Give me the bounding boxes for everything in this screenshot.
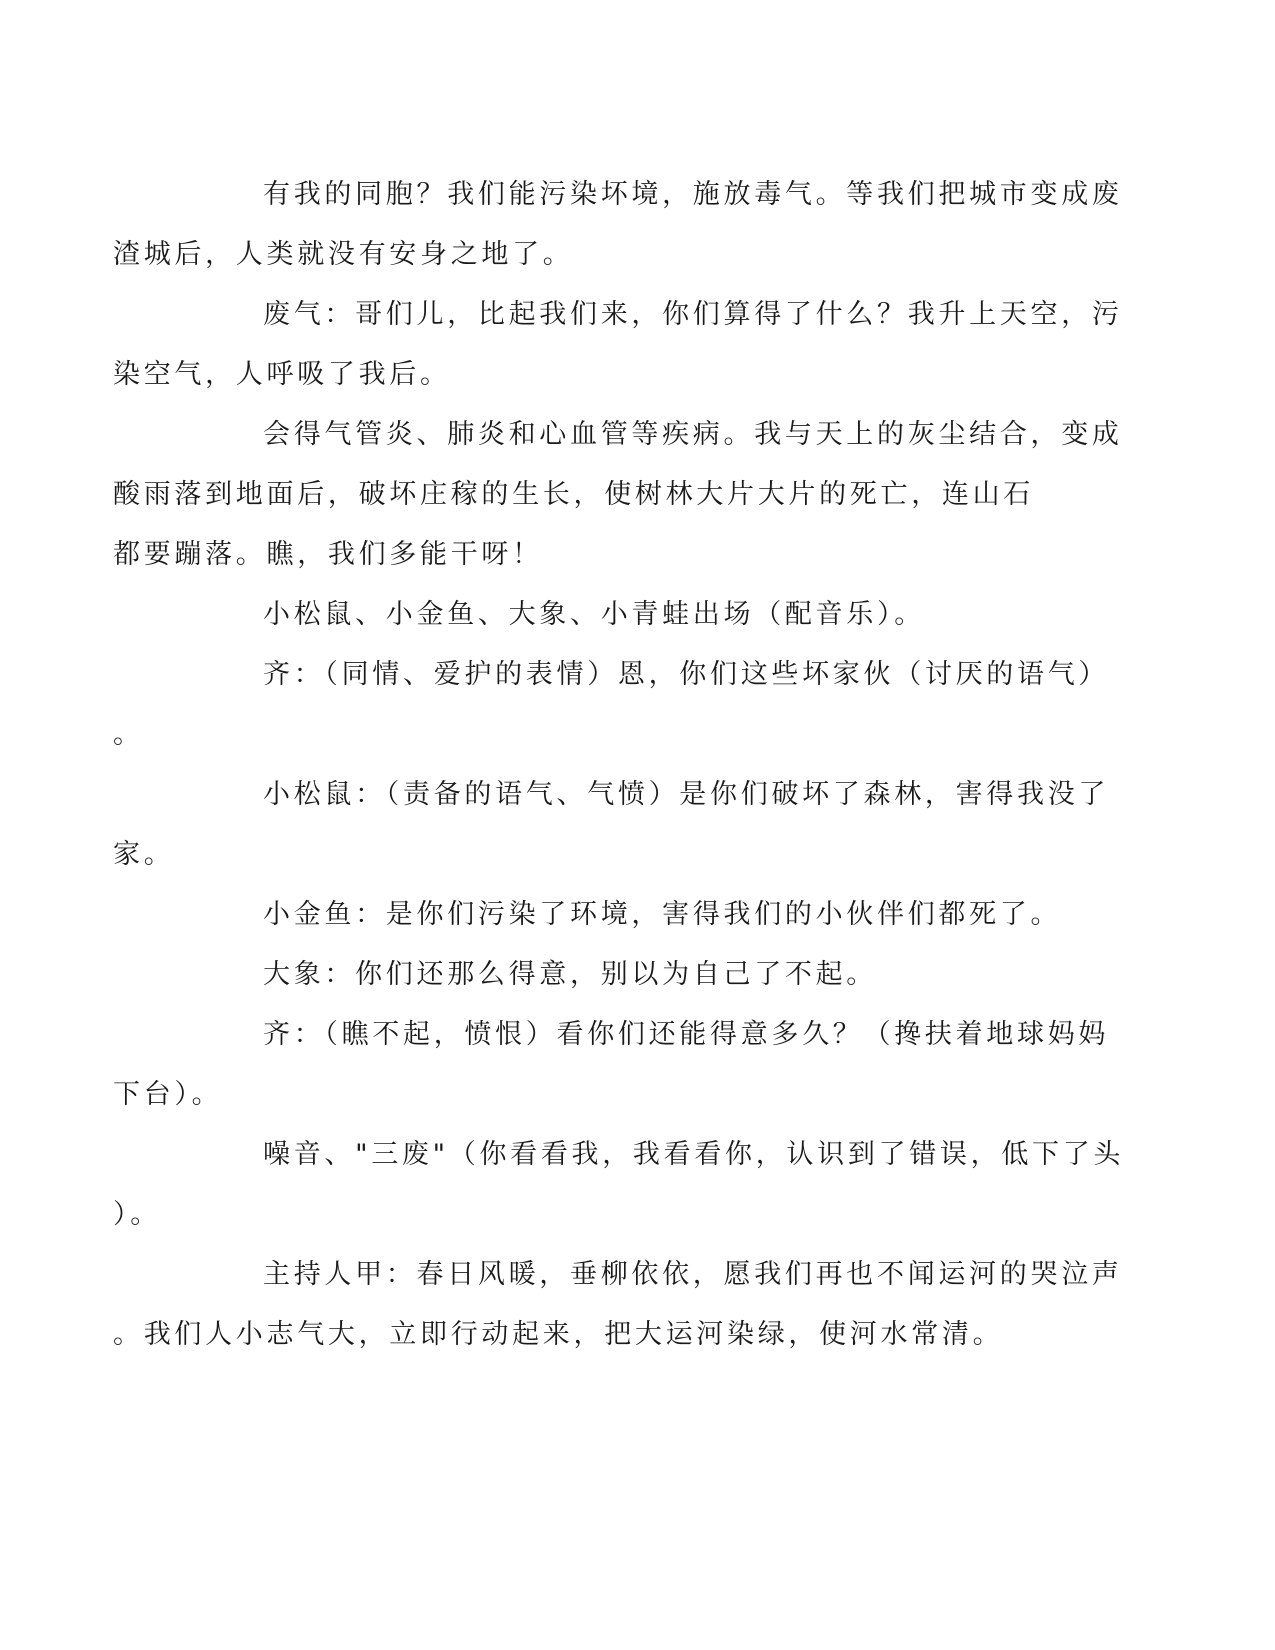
text-line: 有我的同胞？我们能污染坏境，施放毒气。等我们把城市变成废 — [263, 179, 1123, 210]
paragraph — [113, 1005, 1110, 1125]
text-line: 都要蹦落。瞧，我们多能干呀！ — [113, 539, 543, 570]
paragraph — [188, 945, 1068, 1005]
text-line: 齐：（同情、爱护的表情）恩，你们这些坏家伙（讨厌的语气） — [263, 659, 1110, 690]
text-line: 废气：哥们儿，比起我们来，你们算得了什么？我升上天空，污 — [263, 299, 1123, 330]
text-line: 主持人甲：春日风暖，垂柳依依，愿我们再也不闻运河的哭泣声 — [263, 1259, 1123, 1290]
text-line: 家。 — [113, 839, 175, 870]
text-line: 齐：（瞧不起，愤恨）看你们还能得意多久？（搀扶着地球妈妈 — [263, 1019, 1110, 1050]
text-line: 小松鼠：（责备的语气、气愤）是你们破坏了森林，害得我没了 — [263, 779, 1110, 810]
paragraph — [113, 285, 1123, 405]
text-line: 渣城后，人类就没有安身之地了。 — [113, 239, 574, 270]
paragraph — [113, 1125, 1125, 1245]
text-line: 小松鼠、小金鱼、大象、小青蛙出场（配音乐）。 — [263, 599, 925, 630]
text-line: 小金鱼：是你们污染了环境，害得我们的小伙伴们都死了。 — [263, 899, 1062, 930]
paragraph — [188, 885, 1068, 945]
document-body — [113, 165, 1125, 1365]
paragraph — [188, 585, 1068, 645]
text-line: 。 — [113, 719, 144, 750]
text-line: 酸雨落到地面后，破坏庄稼的生长，使树林大片大片的死亡，连山石 — [113, 479, 1034, 510]
text-line: 大象：你们还那么得意，别以为自己了不起。 — [263, 959, 877, 990]
paragraph — [113, 1245, 1123, 1365]
paragraph — [113, 165, 1123, 285]
text-line: 。我们人小志气大，立即行动起来，把大运河染绿，使河水常清。 — [113, 1319, 1004, 1350]
paragraph — [113, 405, 1123, 585]
text-line: 会得气管炎、肺炎和心血管等疾病。我与天上的灰尘结合，变成 — [263, 419, 1123, 450]
text-line: ）。 — [113, 1199, 161, 1230]
text-line: 下台）。 — [113, 1079, 223, 1110]
paragraph — [113, 765, 1110, 885]
paragraph — [113, 645, 1110, 765]
text-line: 噪音、"三废"（你看看我，我看看你，认识到了错误，低下了头 — [263, 1139, 1125, 1170]
text-line: 染空气，人呼吸了我后。 — [113, 359, 451, 390]
